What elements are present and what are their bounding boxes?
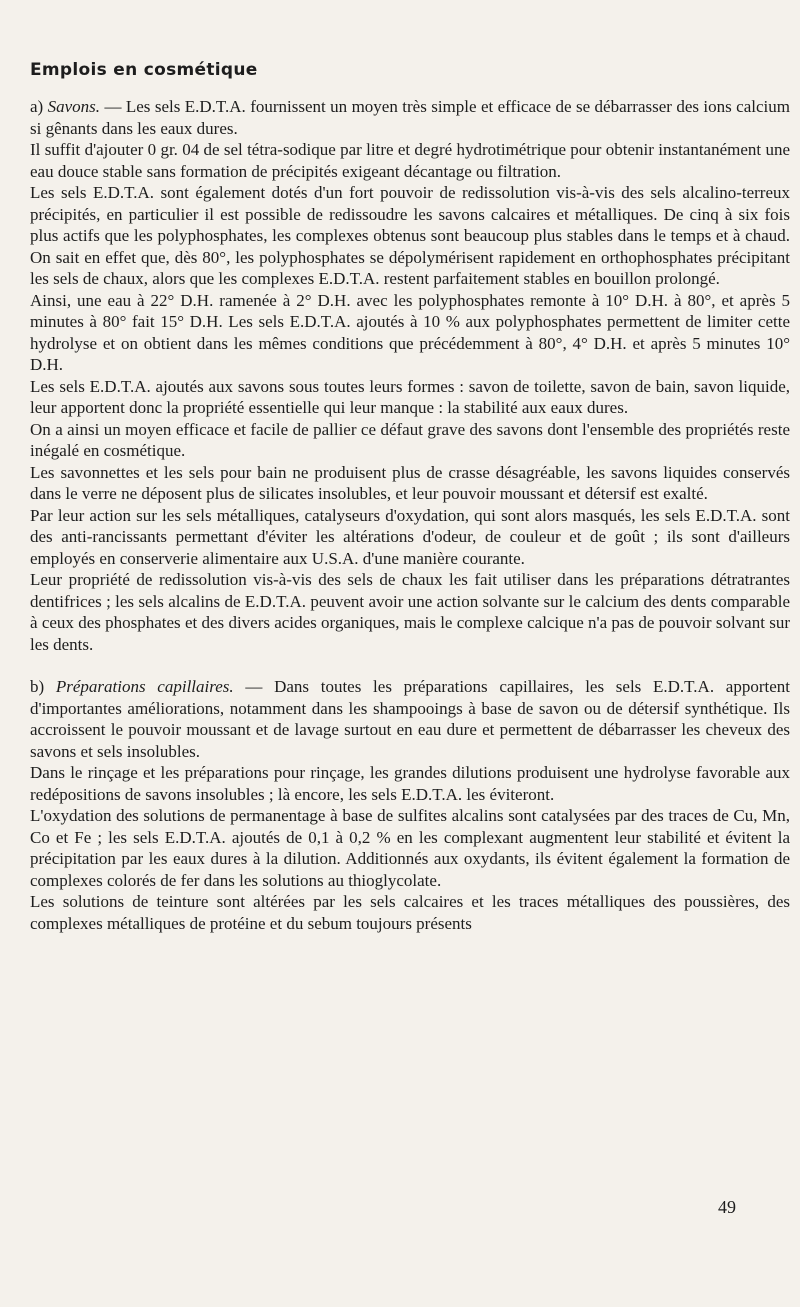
page-number: 49 (718, 1197, 736, 1217)
section-title: Emplois en cosmétique (30, 60, 258, 80)
item-marker-a: a) (30, 97, 48, 116)
paragraph: Il suffit d'ajouter 0 gr. 04 de sel tétra-sodique par litre et degré hydrotimétrique pour obtenir instantanément une eau douce stable sans formation de précipités exigeant décantage ou filtration. (30, 140, 790, 181)
page-body (30, 60, 790, 934)
lead-savons: Savons. (47, 97, 101, 116)
capillaires-intro-text: — Dans toutes les préparations capillaires, les sels E.D.T.A. apportent d'importantes améliorations, notamment dans les shampooings à base de savon ou de détersif synthétique. Ils accroissent le pouvoir moussant et de lavage surtout en eau dure et permettent de débarrasser les cheveux des savons et sels insolubles. (30, 677, 790, 761)
lead-capillaires: Préparations capillaires. (55, 677, 234, 696)
paragraph: Les solutions de teinture sont altérées par les sels calcaires et les traces métalliques des poussières, des complexes métalliques de protéine et du sebum toujours présents (30, 892, 790, 933)
item-marker-b: b) (30, 677, 56, 696)
paragraph: Leur propriété de redissolution vis-à-vis des sels de chaux les fait utiliser dans les préparations détratrantes dentifrices ; les sels alcalins de E.D.T.A. peuvent avoir une action solvante sur le calcium des dents comparable à ceux des phosphates et des divers acides organiques, mais le complexe calcique n'a pas de pouvoir solvant sur les dents. (30, 570, 790, 654)
paragraph: On a ainsi un moyen efficace et facile de pallier ce défaut grave des savons dont l'ensemble des propriétés reste inégalé en cosmétique. (30, 419, 790, 460)
section-gap (30, 655, 790, 676)
paragraph: Par leur action sur les sels métalliques, catalyseurs d'oxydation, qui sont alors masqués, les sels E.D.T.A. sont des anti-rancissants permettant d'éviter les altérations d'odeur, de couleur et de goût ; ils sont d'ailleurs employés en conserverie alimentaire aux U.S.A. d'une manière courante. (30, 505, 790, 568)
paragraph: Les sels E.D.T.A. sont également dotés d'un fort pouvoir de redissolution vis-à-vis des sels alcalino-terreux précipités, en particulier il est possible de redissoudre les savons calcaires et métalliques. De cinq à six fois plus actifs que les polyphosphates, les complexes obtenus sont beaucoup plus stables dans le temps et à chaud. On sait en effet que, dès 80°, les polyphosphates se dépolymérisent rapidement en orthophosphates précipitant les sels de chaux, alors que les complexes E.D.T.A. restent parfaitement stables en bouillon prolongé. (30, 183, 790, 288)
paragraph: Les sels E.D.T.A. ajoutés aux savons sous toutes leurs formes : savon de toilette, savon de bain, savon liquide, leur apportent donc la propriété essentielle qui leur manque : la stabilité aux eaux dures. (30, 376, 790, 417)
paragraph: L'oxydation des solutions de permanentage à base de sulfites alcalins sont catalysées par des traces de Cu, Mn, Co et Fe ; les sels E.D.T.A. ajoutés de 0,1 à 0,2 % en les complexant augmentent leur stabilité et évitent la précipitation par les eaux dures à la dilution. Additionnés aux oxydants, ils évitent également la formation de complexes colorés de fer dans les solutions au thioglycolate. (30, 806, 790, 890)
paragraph-savons-intro (30, 96, 790, 139)
paragraph: Dans le rinçage et les préparations pour rinçage, les grandes dilutions produisent une hydrolyse favorable aux redépositions de savons insolubles ; là encore, les sels E.D.T.A. les éviteront. (30, 763, 790, 804)
paragraph: Les savonnettes et les sels pour bain ne produisent plus de crasse désagréable, les savons liquides conservés dans le verre ne déposent plus de silicates insolubles, et leur pouvoir moussant et détersif est exalté. (30, 462, 790, 503)
paragraph: Ainsi, une eau à 22° D.H. ramenée à 2° D.H. avec les polyphosphates remonte à 10° D.H. à 80°, et après 5 minutes à 80° fait 15° D.H. Les sels E.D.T.A. ajoutés à 10 % aux polyphosphates permettent de limiter cette hydrolyse et on obtient dans les mêmes conditions que précédemment à 80°, 4° D.H. et après 5 minutes 10° D.H. (30, 290, 790, 374)
savons-intro-text: — Les sels E.D.T.A. fournissent un moyen très simple et efficace de se débarrasser des ions calcium si gênants dans les eaux dures. (30, 97, 790, 138)
paragraph-capillaires-intro (30, 676, 790, 762)
